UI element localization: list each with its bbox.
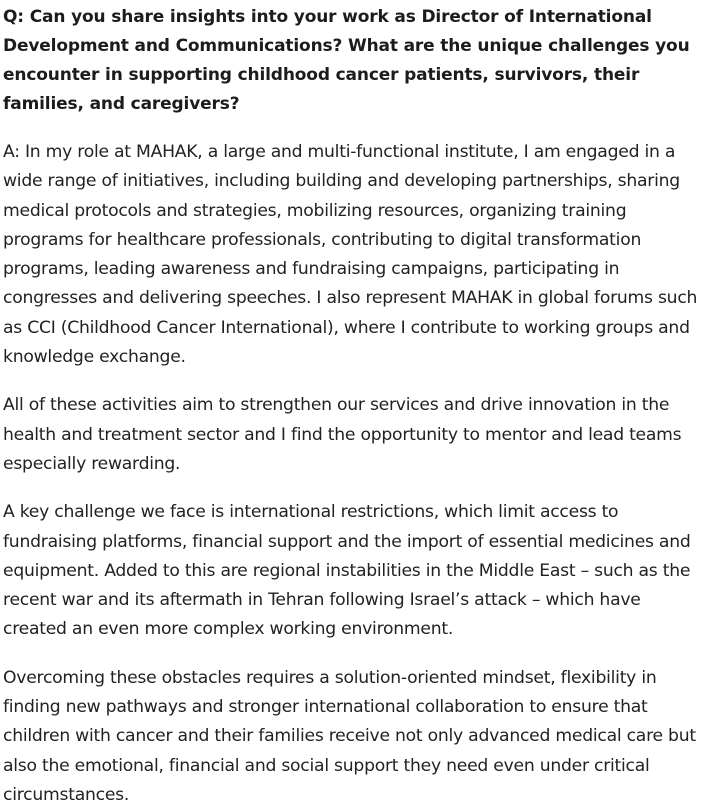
answer-paragraph-2: All of these activities aim to strengthen our services and drive innovation in the health and treatment sector and I find the opportunity to mentor and lead teams especially rewarding.	[3, 395, 682, 474]
interview-question: Q: Can you share insights into your work as Director of International Development and Communications? What are the unique challenges you encounter in supporting childhood cancer patients, survivors, their families, and caregivers?	[3, 7, 690, 114]
answer-paragraph-1: A: In my role at MAHAK, a large and multi-functional institute, I am engaged in a wide range of initiatives, including building and developing partnerships, sharing medical protocols and strategies, mobilizing resources, organizing training programs for healthcare professionals, contributing to digital transformation programs, leading awareness and fundraising campaigns, participating in congresses and delivering speeches. I also represent MAHAK in global forums such as CCI (Childhood Cancer International), where I contribute to working groups and knowledge exchange.	[3, 142, 698, 368]
answer-paragraph-4: Overcoming these obstacles requires a solution-oriented mindset, flexibility in finding new pathways and stronger international collaboration to ensure that children with cancer and their families receive not only advanced medical care but also the emotional, financial and social support they need even under critical circumstances.	[3, 667, 696, 805]
answer-paragraph-3: A key challenge we face is international restrictions, which limit access to fundraising platforms, financial support and the import of essential medicines and equipment. Added to this are regional instabilities in the Middle East – such as the recent war and its aftermath in Tehran following Israel’s attack – which have created an even more complex working environment.	[3, 502, 691, 640]
